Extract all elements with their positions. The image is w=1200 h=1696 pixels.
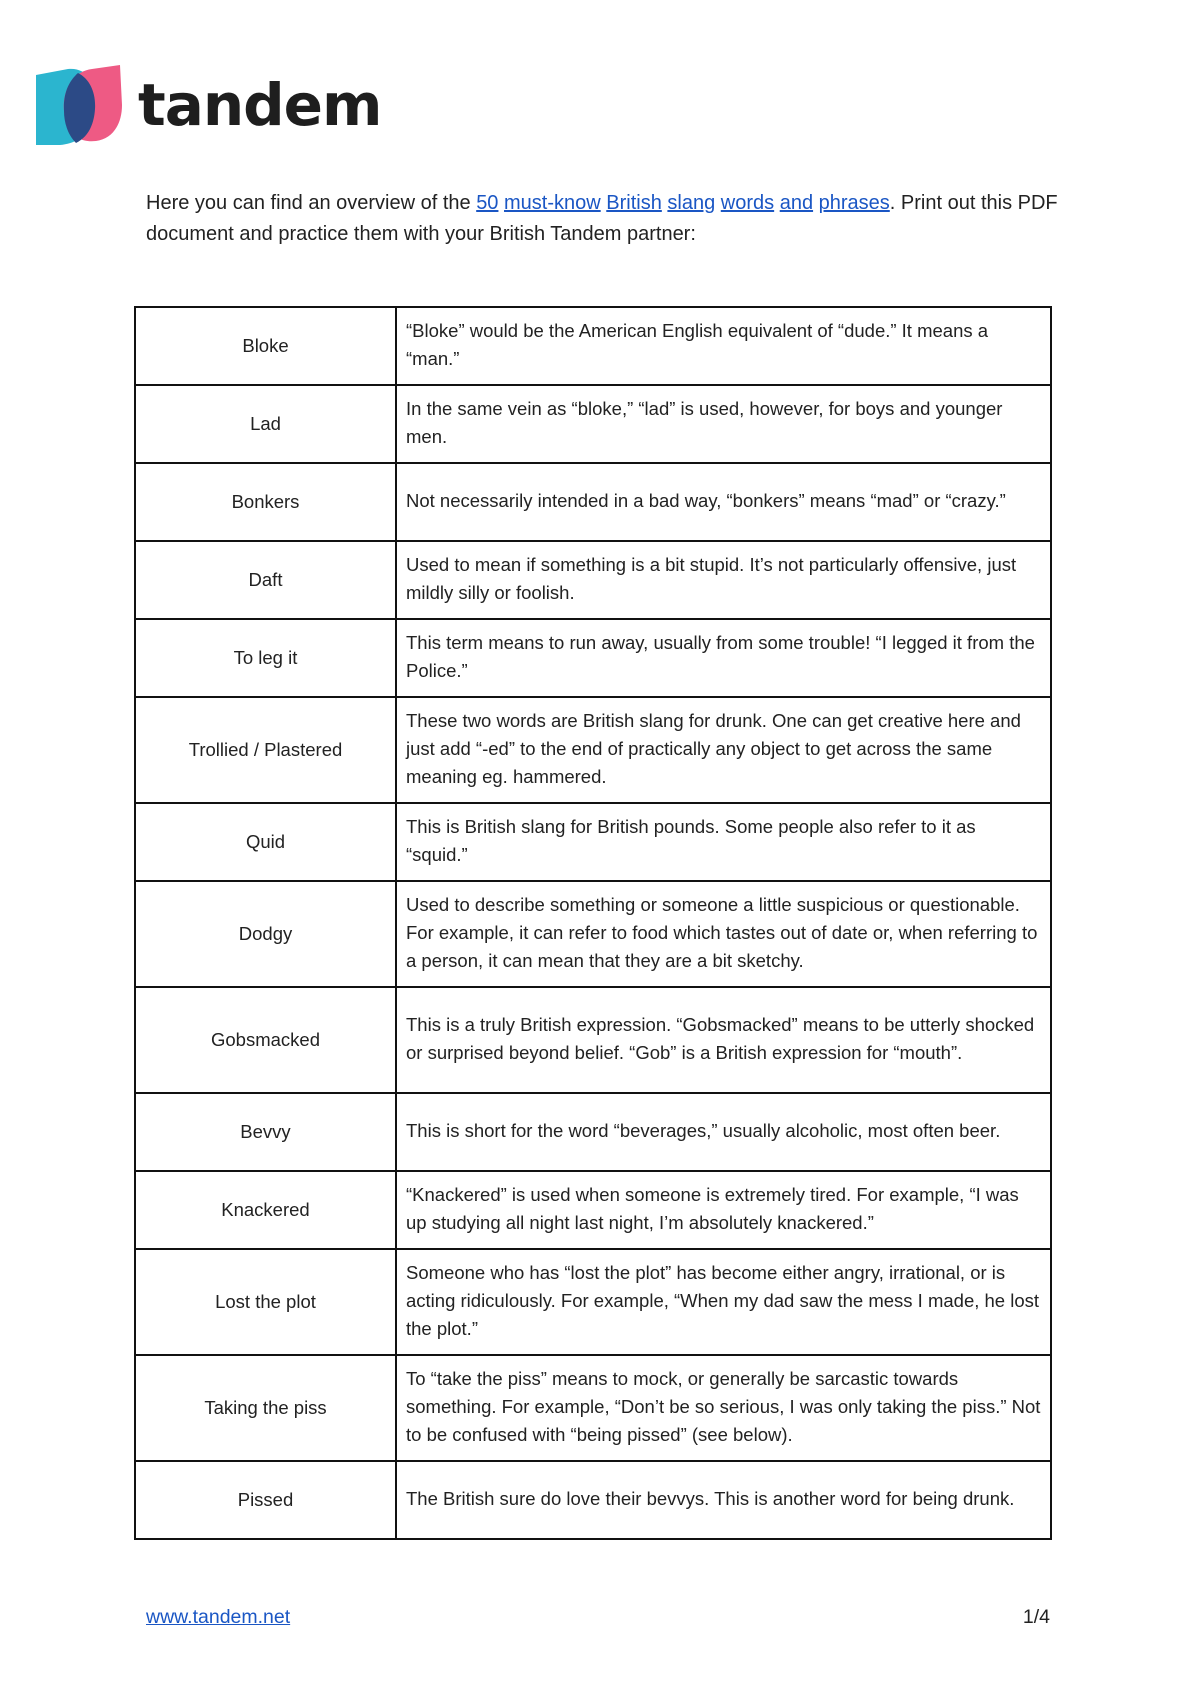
intro-link-phrases[interactable]: phrases — [818, 192, 890, 214]
slang-term: Daft — [135, 541, 396, 619]
slang-term: Knackered — [135, 1171, 396, 1249]
slang-definition: Used to describe something or someone a little suspicious or questionable. For example, it can refer to food which tastes out of date or, when referring to a person, it can mean that they are a bit sketchy. — [396, 881, 1051, 987]
slang-term: Trollied / Plastered — [135, 697, 396, 803]
tandem-logo-icon — [32, 63, 124, 147]
page-number: 1/4 — [1022, 1606, 1050, 1628]
slang-term: Bloke — [135, 307, 396, 385]
table-row — [135, 987, 1051, 1093]
slang-definition: In the same vein as “bloke,” “lad” is used, however, for boys and younger men. — [396, 385, 1051, 463]
slang-term: Bonkers — [135, 463, 396, 541]
slang-term: Lad — [135, 385, 396, 463]
table-row — [135, 541, 1051, 619]
intro-link-and[interactable]: and — [779, 192, 814, 214]
slang-definition: To “take the piss” means to mock, or generally be sarcastic towards something. For example, “Don’t be so serious, I was only taking the piss.” Not to be confused with “being pissed” (see below). — [396, 1355, 1051, 1461]
slang-term: Pissed — [135, 1461, 396, 1539]
slang-table — [134, 306, 1052, 1540]
slang-definition: These two words are British slang for drunk. One can get creative here and just add “-ed” to the end of practically any object to get across the same meaning eg. hammered. — [396, 697, 1051, 803]
table-row — [135, 803, 1051, 881]
table-row — [135, 881, 1051, 987]
slang-definition: Used to mean if something is a bit stupid. It’s not particularly offensive, just mildly silly or foolish. — [396, 541, 1051, 619]
intro-paragraph — [146, 188, 1076, 250]
table-row — [135, 1171, 1051, 1249]
slang-term: Taking the piss — [135, 1355, 396, 1461]
table-row — [135, 697, 1051, 803]
table-row — [135, 1249, 1051, 1355]
slang-definition: Someone who has “lost the plot” has become either angry, irrational, or is acting ridiculously. For example, “When my dad saw the mess I made, he lost the plot.” — [396, 1249, 1051, 1355]
slang-term: Quid — [135, 803, 396, 881]
slang-definition: The British sure do love their bevvys. This is another word for being drunk. — [396, 1461, 1051, 1539]
table-row — [135, 1461, 1051, 1539]
slang-definition: This is a truly British expression. “Gobsmacked” means to be utterly shocked or surprised beyond belief. “Gob” is a British expression for “mouth”. — [396, 987, 1051, 1093]
intro-link-slang[interactable]: slang — [667, 192, 716, 214]
intro-link-words[interactable]: words — [720, 192, 775, 214]
tandem-logo — [32, 60, 381, 150]
slang-definition: This is short for the word “beverages,” usually alcoholic, most often beer. — [396, 1093, 1051, 1171]
slang-term: Lost the plot — [135, 1249, 396, 1355]
slang-definition: This is British slang for British pounds. Some people also refer to it as “squid.” — [396, 803, 1051, 881]
slang-term: Bevvy — [135, 1093, 396, 1171]
slang-definition: Not necessarily intended in a bad way, “bonkers” means “mad” or “crazy.” — [396, 463, 1051, 541]
slang-definition: “Bloke” would be the American English equivalent of “dude.” It means a “man.” — [396, 307, 1051, 385]
logo-wordmark: tandem — [138, 71, 382, 139]
table-row — [135, 385, 1051, 463]
slang-table-body — [135, 307, 1051, 1539]
slang-term: To leg it — [135, 619, 396, 697]
slang-definition: “Knackered” is used when someone is extremely tired. For example, “I was up studying all night last night, I’m absolutely knackered.” — [396, 1171, 1051, 1249]
intro-link-british[interactable]: British — [606, 192, 662, 214]
intro-link-50[interactable]: 50 — [476, 192, 499, 214]
table-row — [135, 1355, 1051, 1461]
intro-text-end: . Print out this PDF document and practice them with your British Tandem partner: — [146, 192, 1058, 245]
table-row — [135, 307, 1051, 385]
table-row — [135, 619, 1051, 697]
intro-link-must-know[interactable]: must-know — [504, 192, 601, 214]
table-row — [135, 463, 1051, 541]
slang-term: Dodgy — [135, 881, 396, 987]
table-row — [135, 1093, 1051, 1171]
footer-website-link[interactable]: www.tandem.net — [146, 1606, 291, 1628]
intro-text-start: Here you can find an overview of the — [146, 192, 477, 214]
slang-term: Gobsmacked — [135, 987, 396, 1093]
slang-definition: This term means to run away, usually from some trouble! “I legged it from the Police.” — [396, 619, 1051, 697]
